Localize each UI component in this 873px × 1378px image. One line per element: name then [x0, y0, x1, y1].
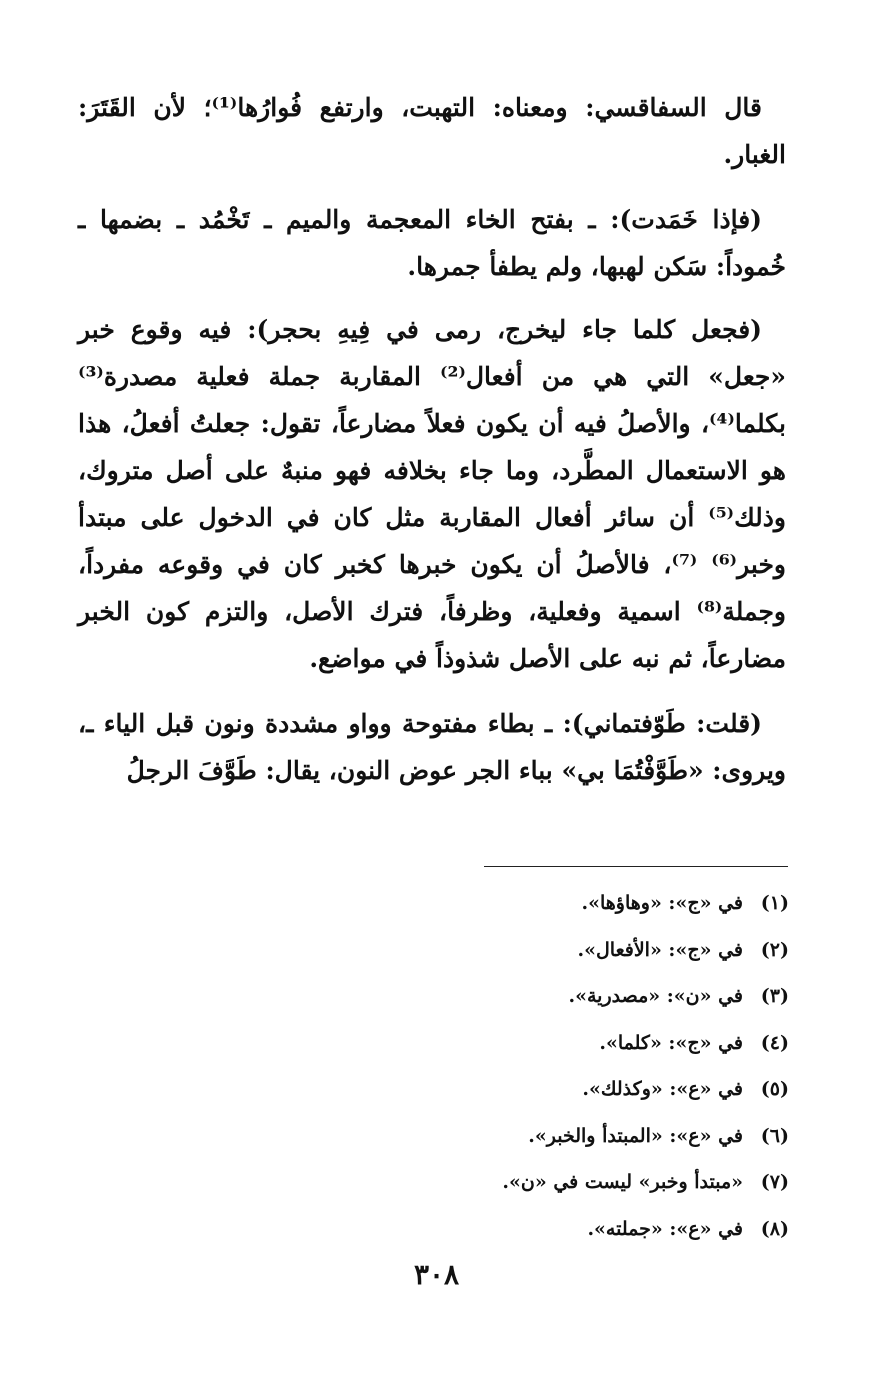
footnotes-list: [369, 880, 789, 1252]
footnote-number: (٤): [760, 1031, 789, 1054]
footnote-number: (٨): [760, 1217, 789, 1240]
footnote-number: (٢): [760, 938, 789, 961]
footnote-text: في «ج»: «الأفعال».: [577, 938, 743, 961]
footnote-text: في «ن»: «مصدرية».: [568, 985, 743, 1007]
footnote-divider: [484, 866, 788, 867]
footnote-text: في «ع»: «جملته».: [587, 1217, 743, 1240]
footnote-number: (٣): [760, 985, 789, 1007]
footnote-item: [369, 927, 789, 974]
main-text-block: [78, 84, 786, 812]
footnote-number: (١): [760, 892, 789, 914]
footnote-text: «مبتدأ وخبر» ليست في «ن».: [502, 1171, 743, 1193]
footnote-item: [369, 1113, 789, 1160]
footnote-item: [369, 1159, 789, 1206]
paragraph-4: (قلت: طَوّفتماني): ـ بطاء مفتوحة وواو مشددة ونون قبل الياء ـ، ويروى: «طَوَّفْتُمَا بي» بباء الجر عوض النون، يقال: طَوَّفَ الرجلُ: [78, 709, 786, 785]
footnote-number: (٦): [760, 1124, 789, 1147]
footnote-item: [369, 973, 789, 1020]
paragraph-2: (فإذا خَمَدت): ـ بفتح الخاء المعجمة والميم ـ تَخْمُد ـ بضمها ـ خُموداً: سَكن لهبها، ولم يطفأ جمرها.: [78, 205, 786, 281]
footnote-number: (٧): [760, 1171, 789, 1193]
page-number: ٣٠٨: [413, 1258, 460, 1291]
footnote-text: في «ع»: «وكذلك».: [582, 1078, 743, 1100]
footnote-text: في «ج»: «كلما».: [599, 1031, 743, 1054]
footnote-item: [369, 1066, 789, 1113]
footnote-text: في «ج»: «وهاؤها».: [581, 892, 743, 914]
footnote-text: في «ع»: «المبتدأ والخبر».: [528, 1124, 743, 1147]
paragraph-1: قال السفاقسي: ومعناه: التهبت، وارتفع فُوارُها⁽¹⁾؛ لأن القَتَرَ: الغبار.: [78, 93, 786, 169]
footnote-number: (٥): [760, 1078, 789, 1100]
footnote-item: [369, 1020, 789, 1067]
footnote-item: [369, 880, 789, 927]
paragraph-3: (فجعل كلما جاء ليخرج، رمى في فِيهِ بحجر): فيه وقوع خبر «جعل» التي هي من أفعال⁽²⁾ المقاربة جملة فعلية مصدرة⁽³⁾ بكلما⁽⁴⁾، والأصلُ فيه أن يكون فعلاً مضارعاً، تقول: جعلتُ أفعلُ، هذا هو الاستعمال المطَّرد، وما جاء بخلافه فهو منبهٌ على أصل متروك، وذلك⁽⁵⁾ أن سائر أفعال المقاربة مثل كان في الدخول على مبتدأ وخبر⁽⁶⁾ ⁽⁷⁾، فالأصلُ أن يكون خبرها كخبر كان في وقوعه مفرداً، وجملة⁽⁸⁾ اسمية وفعلية، وظرفاً، فترك الأصل، والتزم كون الخبر مضارعاً، ثم نبه على الأصل شذوذاً في مواضع.: [78, 315, 786, 673]
footnote-item: [369, 1206, 789, 1253]
